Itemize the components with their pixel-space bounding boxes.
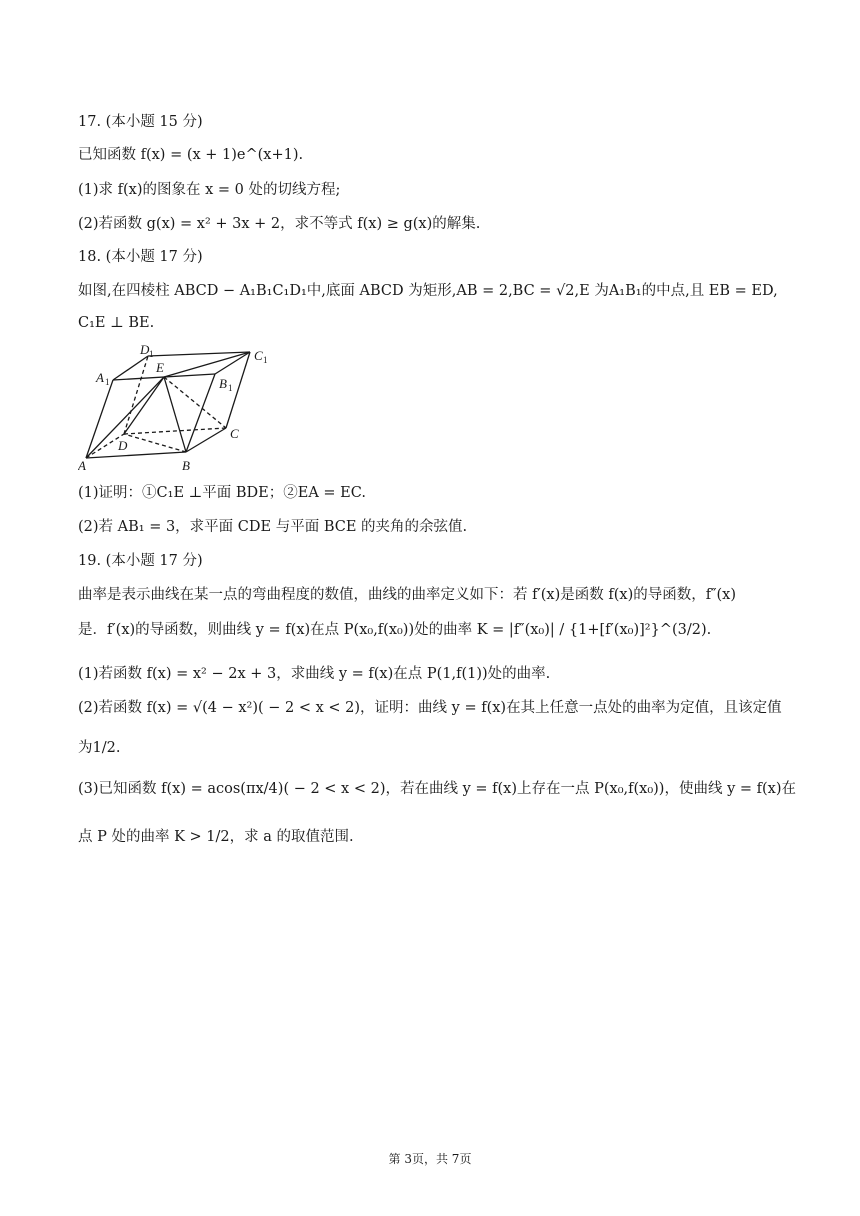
label-B: B	[182, 458, 190, 473]
label-A: A	[78, 458, 86, 473]
label-A1-sub: 1	[105, 377, 110, 387]
label-C1: C	[254, 348, 263, 363]
q19-intro-line2: 是．f′(x)的导函数，则曲线 y = f(x)在点 P(x₀,f(x₀))处的曲率 K = |f″(x₀)| / {1+[f′(x₀)]²}^(3/2).	[78, 622, 712, 638]
label-B1-sub: 1	[228, 383, 233, 393]
q17-part1: (1)求 f(x)的图象在 x = 0 处的切线方程;	[78, 182, 341, 198]
label-D1-sub: 1	[149, 349, 154, 359]
q18-heading: 18. (本小题 17 分)	[78, 249, 203, 265]
q19-heading: 19. (本小题 17 分)	[78, 553, 203, 569]
q19-part1: (1)若函数 f(x) = x² − 2x + 3，求曲线 y = f(x)在点 P(1,f(1))处的曲率.	[78, 666, 551, 682]
q19-part2-line1: (2)若函数 f(x) = √(4 − x²)( − 2 < x < 2)，证明：曲线 y = f(x)在其上任意一点处的曲率为定值，且该定值	[78, 700, 782, 716]
q18-stem-line2: C₁E ⊥ BE.	[78, 315, 155, 331]
q18-stem-line1: 如图,在四棱柱 ABCD − A₁B₁C₁D₁中,底面 ABCD 为矩形,AB = 2,BC = √2,E 为A₁B₁的中点,且 EB = ED,	[78, 283, 778, 299]
label-B1: B	[219, 376, 227, 391]
label-A1: A	[96, 370, 104, 385]
label-D: D	[118, 438, 128, 453]
label-C: C	[230, 426, 239, 441]
q17-part2: (2)若函数 g(x) = x² + 3x + 2，求不等式 f(x) ≥ g(x)的解集.	[78, 216, 481, 232]
q18-part2: (2)若 AB₁ = 3，求平面 CDE 与平面 BCE 的夹角的余弦值.	[78, 519, 468, 535]
q19-part2-line2: 为1/2.	[78, 740, 121, 756]
q19-part3-line1: (3)已知函数 f(x) = acos(πx/4)( − 2 < x < 2)，若在曲线 y = f(x)上存在一点 P(x₀,f(x₀))，使曲线 y = f(x)在	[78, 781, 796, 797]
prism-figure	[78, 340, 278, 475]
q17-stem: 已知函数 f(x) = (x + 1)e^(x+1).	[78, 147, 304, 163]
page-footer: 第 3页，共 7页	[388, 1152, 472, 1166]
q19-intro-line1: 曲率是表示曲线在某一点的弯曲程度的数值，曲线的曲率定义如下：若 f′(x)是函数 f(x)的导函数，f″(x)	[78, 587, 736, 603]
q19-part3-line2: 点 P 处的曲率 K > 1/2，求 a 的取值范围.	[78, 829, 354, 845]
label-C1-sub: 1	[263, 355, 268, 365]
q18-part1: (1)证明：①C₁E ⊥平面 BDE；②EA = EC.	[78, 485, 366, 501]
label-E: E	[156, 360, 164, 375]
q17-heading: 17. (本小题 15 分)	[78, 114, 203, 130]
label-D1: D	[140, 342, 150, 357]
